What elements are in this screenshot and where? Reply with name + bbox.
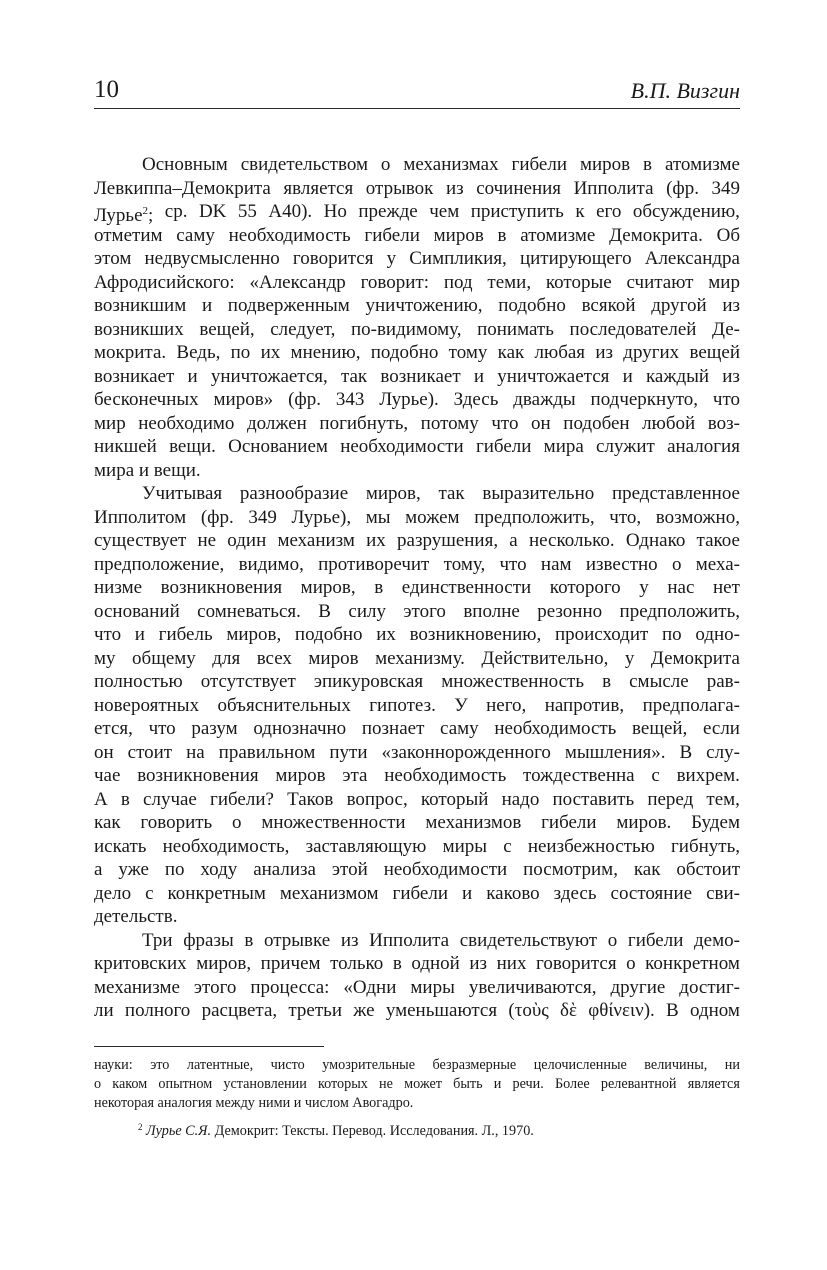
footnote-line: о каком опытном установлении которых не может быть и речи. Более релевантной является (94, 1076, 740, 1092)
footnote-line: науки: это латентные, чисто умозрительные безразмерные целочисленные величины, ни (94, 1057, 740, 1073)
footnote-2-author: Лурье С.Я. (146, 1123, 212, 1139)
text-line: никшей вещи. Основанием необходимости гибели мира служит аналогия (94, 436, 740, 457)
text-line: как говорить о множественности механизмов гибели миров. Будем (94, 812, 740, 833)
text-line: Три фразы в отрывке из Ипполита свидетельствуют о гибели демо- (142, 929, 740, 951)
text-line: критовских миров, причем только в одной из них говорится о конкретном (94, 953, 740, 974)
text-line: Основным свидетельством о механизмах гибели миров в атомизме (142, 154, 740, 175)
text-line: Лурье$^2$; ср. DK 55 A40). Но прежде чем приступить к его обсуждению, (94, 201, 740, 226)
text-line: мокрита. Ведь, по их мнению, подобно тому как любая из других вещей (94, 342, 740, 363)
footnote-2-text: Демокрит: Тексты. Перевод. Исследования. Л., 1970. (211, 1123, 534, 1139)
text-line: Ипполитом (фр. 349 Лурье), мы можем предположить, что, возможно, (94, 506, 740, 528)
text-line: Учитывая разнообразие миров, так выразительно представленное (142, 483, 740, 504)
text-line: Левкиппа–Демокрита является отрывок из сочинения Ипполита (фр. 349 (94, 177, 740, 199)
text-line: Афродисийского: «Александр говорит: под теми, которые считают мир (94, 271, 740, 293)
text-line: этом недвусмысленно говорится у Симпликия, цитирующего Александра (94, 248, 740, 269)
text-line: механизме этого процесса: «Одни миры увеличиваются, другие достиг- (94, 976, 740, 998)
text-line: что и гибель миров, подобно их возникновению, происходит по одно- (94, 624, 740, 645)
text-line: а уже по ходу анализа этой необходимости посмотрим, как обстоит (94, 859, 740, 880)
main-text (94, 153, 740, 1023)
text-line: возникших вещей, следует, по-видимому, понимать последователей Де- (94, 318, 740, 340)
footnote-line: некоторая аналогия между ними и числом Авогадро. (94, 1095, 414, 1111)
running-head-author: В.П. Визгин (630, 78, 740, 103)
text-line: искать необходимость, заставляющую миры с неизбежностью гибнуть, (94, 835, 740, 857)
text-line: возникшим и подверженным уничтожению, подобно всякой другой из (94, 295, 740, 316)
text-line: новероятных объяснительных гипотез. У него, напротив, предполага- (94, 694, 740, 716)
page-number: 10 (94, 76, 119, 103)
footnote-continuation (94, 1056, 740, 1113)
text-line: оснований сомневаться. В силу этого вполне резонно предположить, (94, 600, 740, 622)
footnote-separator (94, 1046, 324, 1047)
text-line: ется, что разум однозначно познает саму необходимость вещей, если (94, 718, 740, 739)
text-line: возникает и уничтожается, так возникает и уничтожается и каждый из (94, 365, 740, 387)
text-line: дело с конкретным механизмом гибели и каково здесь состояние сви- (94, 882, 740, 904)
text-line: предположение, видимо, противоречит тому, что нам известно о меха- (94, 553, 740, 575)
text-line: существует не один механизм их разрушения, а несколько. Однако такое (94, 530, 740, 551)
text-line: мир необходимо должен погибнуть, потому что он подобен любой воз- (94, 412, 740, 434)
text-line: детельств. (94, 906, 178, 927)
footnote-2 (94, 1118, 740, 1141)
footnote-2-marker: 2 (138, 1122, 143, 1132)
text-line: отметим саму необходимость гибели миров в атомизме Демокрита. Об (94, 224, 740, 246)
text-line: мира и вещи. (94, 459, 201, 481)
text-line: полностью отсутствует эпикуровская множественность в смысле рав- (94, 671, 740, 692)
text-line: низме возникновения миров, в единственности которого у нас нет (94, 577, 740, 598)
text-line: ли полного расцвета, третьи же уменьшаются (τοὺς δὲ φθίνειν). В одном (94, 1000, 740, 1021)
text-line: А в случае гибели? Таков вопрос, который надо поставить перед тем, (94, 788, 740, 810)
text-line: чае возникновения миров эта необходимость тождественна с вихрем. (94, 765, 740, 786)
page-header (94, 74, 740, 109)
text-line: му общему для всех миров механизму. Действительно, у Демокрита (94, 647, 740, 669)
text-line: он стоит на правильном пути «законнорожденного мышления». В слу- (94, 741, 740, 763)
text-line: бесконечных миров» (фр. 343 Лурье). Здесь дважды подчеркнуто, что (94, 389, 740, 410)
